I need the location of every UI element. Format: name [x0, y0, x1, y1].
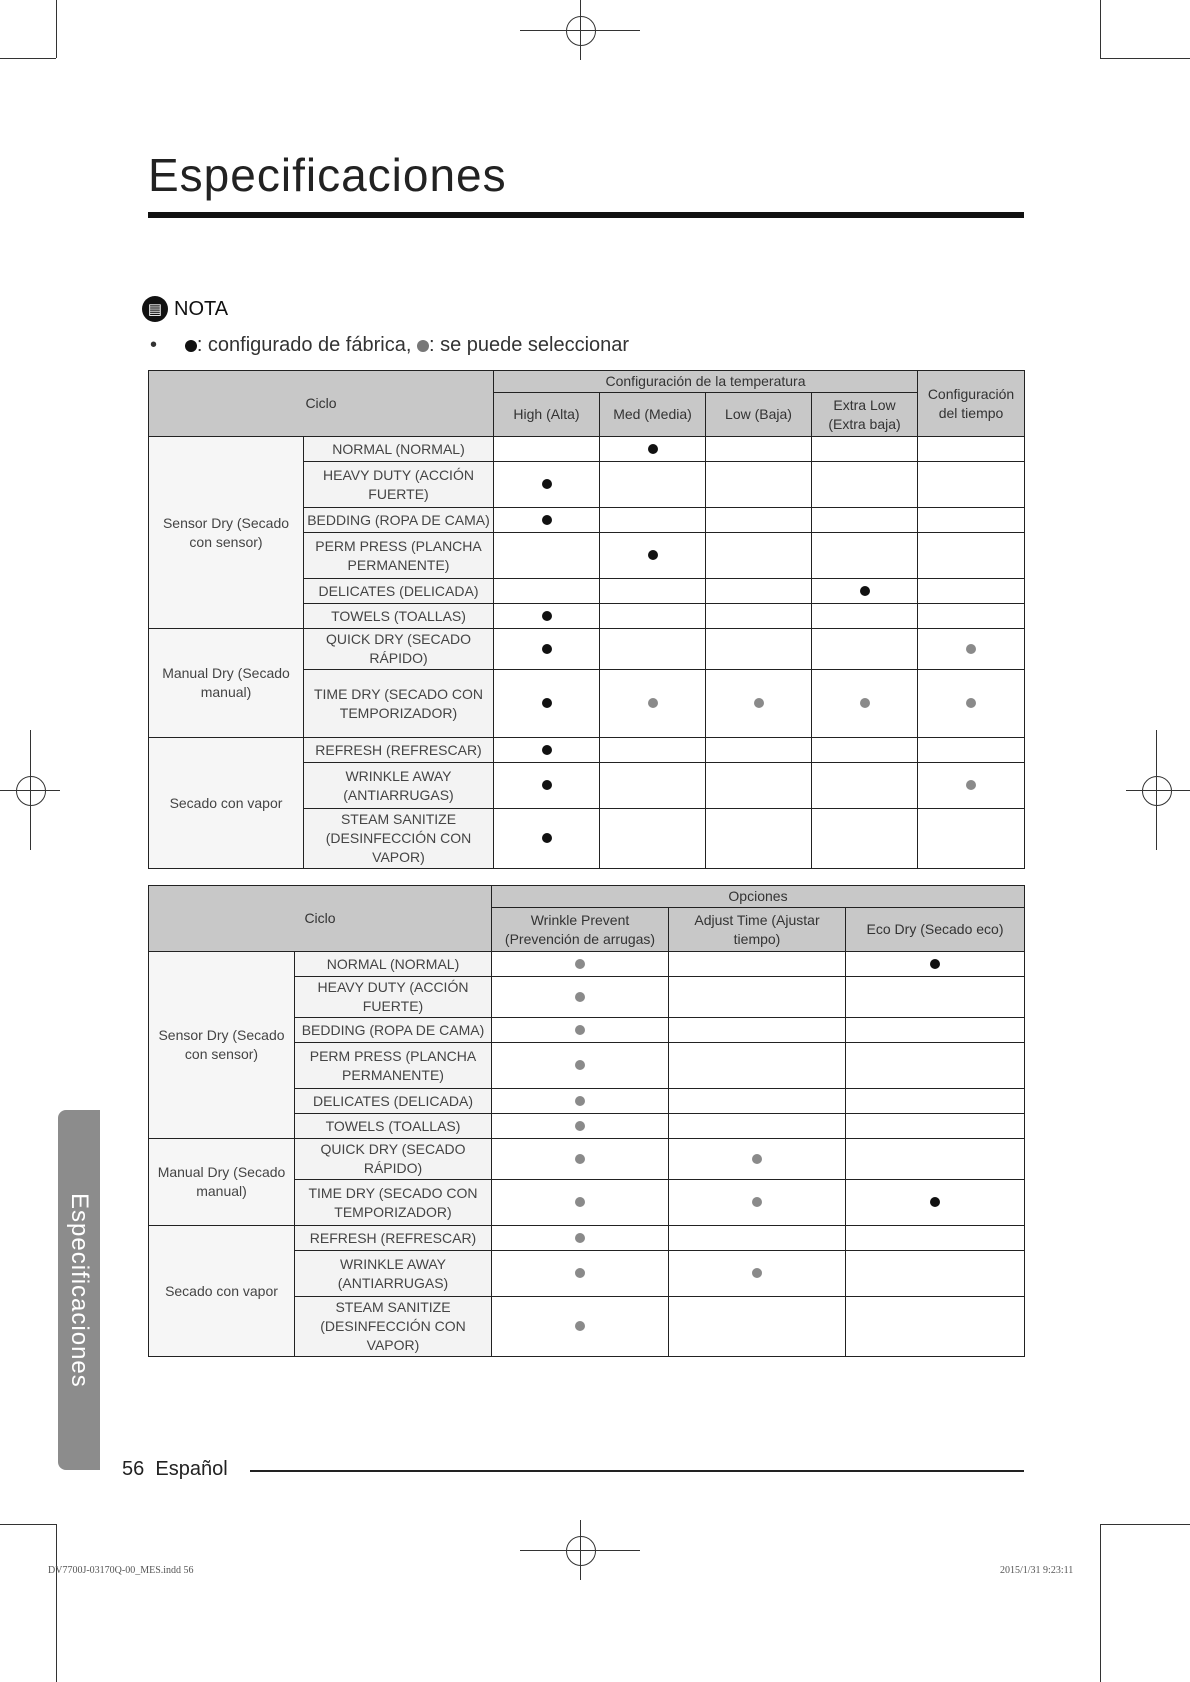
header-ciclo: Ciclo [149, 371, 494, 437]
note-heading-label: NOTA [174, 297, 229, 320]
cycle-cell: STEAM SANITIZE (DESINFECCIÓN CON VAPOR) [295, 1297, 492, 1357]
header-high: High (Alta) [494, 393, 600, 437]
title-rule [148, 212, 1024, 218]
cycle-cell: HEAVY DUTY (ACCIÓN FUERTE) [295, 977, 492, 1018]
registration-circle [1142, 776, 1172, 806]
cycle-cell: PERM PRESS (PLANCHA PERMANENTE) [295, 1043, 492, 1089]
cycle-cell: TOWELS (TOALLAS) [304, 604, 494, 629]
footer-rule [250, 1470, 1024, 1472]
selectable-dot-icon [754, 698, 764, 708]
note-icon: ▤ [142, 296, 168, 322]
print-filename: DV7700J-03170Q-00_MES.indd 56 [48, 1565, 194, 1576]
cycle-cell: REFRESH (REFRESCAR) [295, 1226, 492, 1251]
registration-circle [566, 1536, 596, 1566]
crop-mark [0, 1524, 56, 1525]
factory-dot-icon [542, 479, 552, 489]
cycle-cell: TIME DRY (SECADO CON TEMPORIZADOR) [295, 1180, 492, 1226]
crop-mark [1100, 1524, 1190, 1525]
crop-mark [1100, 1524, 1101, 1682]
header-med: Med (Media) [600, 393, 706, 437]
cycle-cell: WRINKLE AWAY (ANTIARRUGAS) [295, 1251, 492, 1297]
factory-dot-icon [648, 444, 658, 454]
header-temperature: Configuración de la temperatura [494, 371, 918, 393]
header-adjust-time: Adjust Time (Ajustar tiempo) [669, 908, 846, 952]
group-manual-dry: Manual Dry (Secado manual) [149, 629, 304, 738]
header-options: Opciones [492, 886, 1025, 908]
selectable-dot-icon [575, 1321, 585, 1331]
note-text [150, 334, 629, 357]
selectable-dot-icon [966, 644, 976, 654]
factory-text: : configurado de fábrica, [196, 334, 417, 356]
crop-mark [56, 1524, 57, 1682]
selectable-dot-icon [966, 780, 976, 790]
factory-dot-icon [860, 586, 870, 596]
factory-dot-icon [648, 550, 658, 560]
cycle-cell: QUICK DRY (SECADO RÁPIDO) [295, 1139, 492, 1180]
group-sensor-dry: Sensor Dry (Secado con sensor) [149, 952, 295, 1139]
registration-circle [566, 16, 596, 46]
selectable-dot-icon [575, 1121, 585, 1131]
page-number: 56 Español [122, 1458, 228, 1480]
cycle-cell: REFRESH (REFRESCAR) [304, 738, 494, 763]
cycle-cell: HEAVY DUTY (ACCIÓN FUERTE) [304, 462, 494, 508]
cycle-cell: DELICATES (DELICADA) [304, 579, 494, 604]
note-heading [142, 296, 228, 322]
side-tab-label: Especificaciones [66, 1192, 93, 1388]
selectable-dot-icon [648, 698, 658, 708]
cycle-cell: WRINKLE AWAY (ANTIARRUGAS) [304, 763, 494, 809]
selectable-dot-icon [575, 1154, 585, 1164]
cycle-cell: DELICATES (DELICADA) [295, 1089, 492, 1114]
cycle-cell: QUICK DRY (SECADO RÁPIDO) [304, 629, 494, 670]
cycle-cell: TIME DRY (SECADO CON TEMPORIZADOR) [304, 670, 494, 738]
group-manual-dry: Manual Dry (Secado manual) [149, 1139, 295, 1226]
header-low: Low (Baja) [706, 393, 812, 437]
temperature-table [148, 370, 1025, 869]
cycle-cell: TOWELS (TOALLAS) [295, 1114, 492, 1139]
factory-dot-icon [542, 698, 552, 708]
print-timestamp: 2015/1/31 9:23:11 [1000, 1565, 1074, 1576]
selectable-dot-icon [575, 1060, 585, 1070]
selectable-dot-icon [575, 1233, 585, 1243]
cycle-cell: STEAM SANITIZE (DESINFECCIÓN CON VAPOR) [304, 809, 494, 869]
selectable-dot-icon [417, 340, 429, 352]
selectable-dot-icon [752, 1197, 762, 1207]
cycle-cell: NORMAL (NORMAL) [304, 437, 494, 462]
selectable-dot-icon [575, 992, 585, 1002]
options-table [148, 885, 1025, 1357]
crop-mark [1100, 0, 1101, 58]
group-sensor-dry: Sensor Dry (Secado con sensor) [149, 437, 304, 629]
header-ciclo: Ciclo [149, 886, 492, 952]
selectable-dot-icon [575, 1268, 585, 1278]
cycle-cell: NORMAL (NORMAL) [295, 952, 492, 977]
selectable-text: : se puede seleccionar [428, 334, 630, 356]
selectable-dot-icon [575, 1025, 585, 1035]
registration-circle [16, 776, 46, 806]
cycle-cell: BEDDING (ROPA DE CAMA) [304, 508, 494, 533]
group-steam-dry: Secado con vapor [149, 1226, 295, 1357]
factory-dot-icon [542, 780, 552, 790]
factory-dot-icon [930, 1197, 940, 1207]
page-language: Español [155, 1458, 228, 1480]
selectable-dot-icon [966, 698, 976, 708]
factory-dot-icon [542, 745, 552, 755]
header-wrinkle-prevent: Wrinkle Prevent (Prevención de arrugas) [492, 908, 669, 952]
cycle-cell: PERM PRESS (PLANCHA PERMANENTE) [304, 533, 494, 579]
selectable-dot-icon [575, 1096, 585, 1106]
selectable-dot-icon [752, 1268, 762, 1278]
header-eco-dry: Eco Dry (Secado eco) [846, 908, 1025, 952]
factory-dot-icon [542, 515, 552, 525]
selectable-dot-icon [575, 959, 585, 969]
bullet: • [150, 334, 158, 356]
crop-mark [1100, 58, 1190, 59]
header-time: Configuración del tiempo [918, 371, 1025, 437]
page-title: Especificaciones [148, 149, 507, 201]
factory-dot-icon [542, 833, 552, 843]
group-steam-dry: Secado con vapor [149, 738, 304, 869]
factory-dot-icon [930, 959, 940, 969]
header-extra-low: Extra Low (Extra baja) [812, 393, 918, 437]
selectable-dot-icon [752, 1154, 762, 1164]
factory-dot-icon [542, 611, 552, 621]
factory-dot-icon [185, 340, 197, 352]
selectable-dot-icon [860, 698, 870, 708]
crop-mark [56, 0, 57, 58]
crop-mark [0, 58, 56, 59]
selectable-dot-icon [575, 1197, 585, 1207]
factory-dot-icon [542, 644, 552, 654]
cycle-cell: BEDDING (ROPA DE CAMA) [295, 1018, 492, 1043]
